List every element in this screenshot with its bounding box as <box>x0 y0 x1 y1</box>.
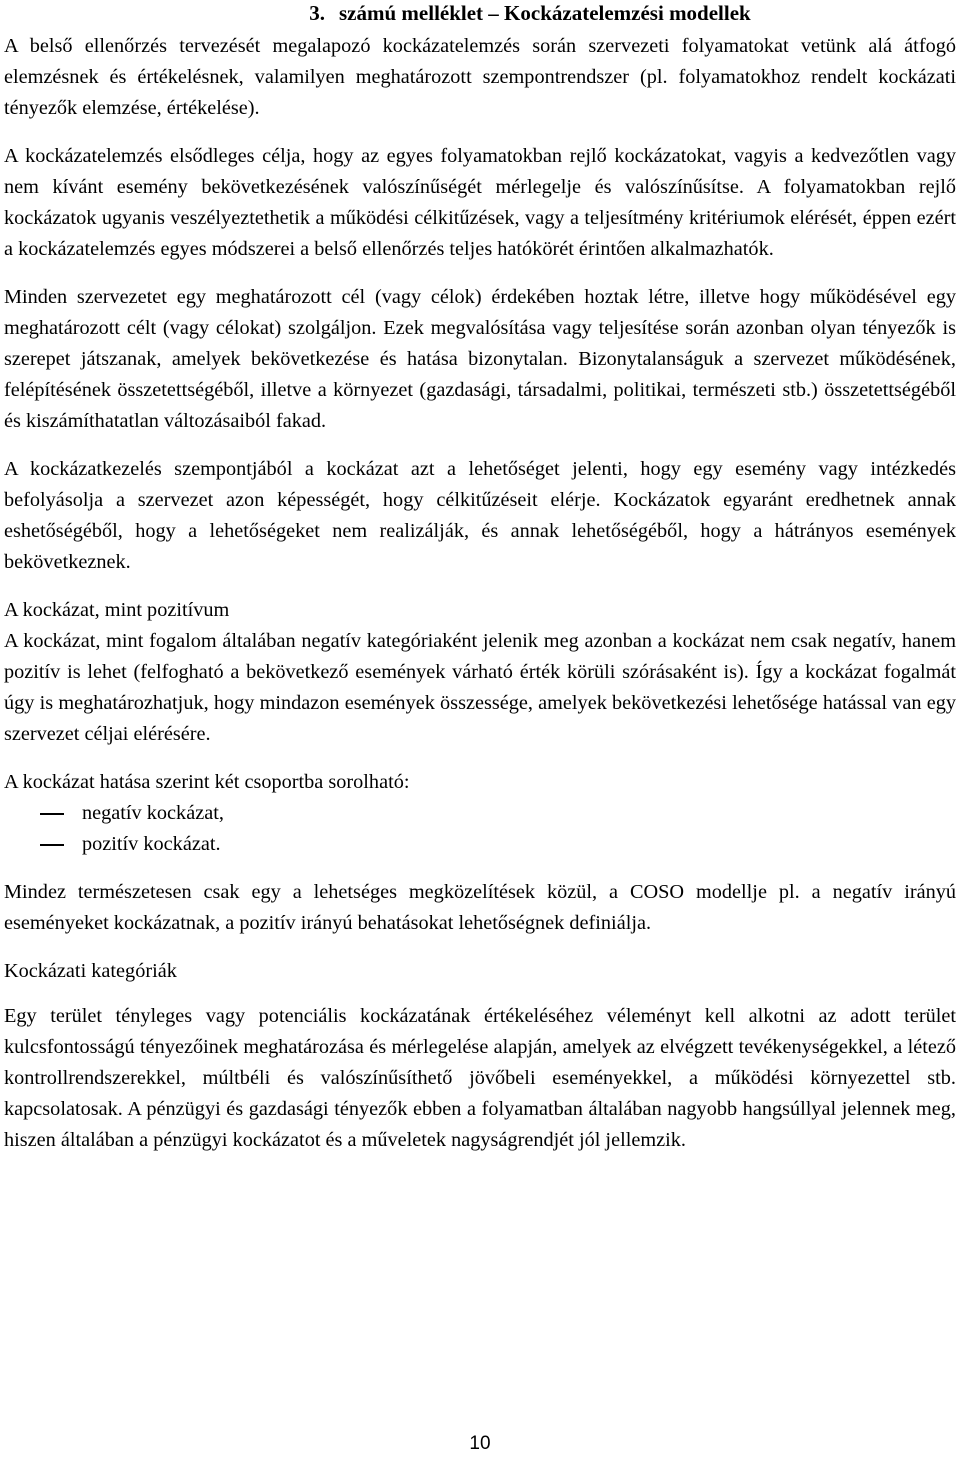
list-item <box>4 829 956 860</box>
paragraph-risk-categories: Egy terület tényleges vagy potenciális kockázatának értékeléséhez véleményt kell alkotni az adott terület kulcsfontosságú tényezőinek meghatározása és mérlegelése alapján, amelyek az elvégzett tevékenységekkel, a létező kontrollrendszerekkel, múltbéli és valószínűsíthető jövőbeli eseményekkel, a működési környezettel stb. kapcsolatosak. A pénzügyi és gazdasági tényezők ebben a folyamatban általában nagyobb hangsúllyal jelennek meg, hiszen általában a pénzügyi kockázatot és a műveletek nagyságrendjét jól jellemzik. <box>4 1005 956 1151</box>
paragraph-risk-management: A kockázatkezelés szempontjából a kockázat azt a lehetőséget jelenti, hogy egy esemény vagy intézkedés befolyásolja a szervezet azon képességét, hogy célkitűzéseit elérje. Kockázatok egyaránt eredhetnek annak eshetőségéből, hogy a lehetőségeket nem realizálják, és annak lehetőségéből, hogy a hátrányos események bekövetkeznek. <box>4 458 956 573</box>
section-title-risk-categories: Kockázati kategóriák <box>4 960 177 982</box>
dash-bullet-icon <box>40 813 64 815</box>
page-number: 10 <box>469 1433 491 1454</box>
paragraph-intro: A belső ellenőrzés tervezését megalapozó kockázatelemzés során szervezeti folyamatokat vetünk alá átfogó elemzésnek és értékelésnek, valamilyen meghatározott szempontrendszer (pl. folyamatokhoz rendelt kockázati tényezők elemzése, értékelése). <box>4 35 956 119</box>
paragraph-organization: Minden szervezetet egy meghatározott cél (vagy célok) érdekében hoztak létre, illetve hogy működésével egy meghatározott célt (vagy célokat) szolgáljon. Ezek megvalósítása vagy teljesítése során azonban olyan tényezők is szerepet játszanak, amelyek bekövetkezése és hatása bizonytalan. Bizonytalanságuk a szervezet működésének, felépítésének összetettségéből, illetve a környezet (gazdasági, társadalmi, politikai, természeti stb.) összetettségéből és kiszámíthatatlan változásaiból fakad. <box>4 286 956 432</box>
paragraph-positive-risk: A kockázat, mint fogalom általában negatív kategóriaként jelenik meg azonban a kockázat nem csak negatív, hanem pozitív is lehet (felfogható a bekövetkező események várható érték körüli szórásaként is). Így a kockázat fogalmát úgy is meghatározhatjuk, hogy mindazon események összessége, amelyek bekövetkezési lehetősége hatással van egy szervezet céljai elérésére. <box>4 630 956 745</box>
heading-title: számú melléklet – Kockázatelemzési modellek <box>339 1 751 25</box>
dash-bullet-icon <box>40 844 64 846</box>
paragraph-purpose: A kockázatelemzés elsődleges célja, hogy az egyes folyamatokban rejlő kockázatokat, vagyis a kedvezőtlen vagy nem kívánt esemény bekövetkezésének valószínűségét mérlegelje és valószínűsítse. A folyamatokban rejlő kockázatok ugyanis veszélyeztethetik a működési célkitűzések, vagy a teljesítmény kritériumok elérését, éppen ezért a kockázatelemzés egyes módszerei a belső ellenőrzés teljes hatókörét érintően alkalmazhatók. <box>4 145 956 260</box>
risk-group-list <box>4 798 956 860</box>
paragraph-grouping-intro: A kockázat hatása szerint két csoportba sorolható: <box>4 771 410 793</box>
list-item <box>4 798 956 829</box>
paragraph-coso: Mindez természetesen csak egy a lehetséges megközelítések közül, a COSO modellje pl. a negatív irányú eseményeket kockázatnak, a pozitív irányú behatásokat lehetőségnek definiálja. <box>4 881 956 934</box>
heading-number: 3. <box>309 1 325 25</box>
list-item-label: negatív kockázat, <box>82 802 224 824</box>
section-title-positive-risk: A kockázat, mint pozitívum <box>4 599 230 621</box>
page-heading <box>4 0 956 26</box>
list-item-label: pozitív kockázat. <box>82 833 221 855</box>
document-page <box>4 0 956 1156</box>
